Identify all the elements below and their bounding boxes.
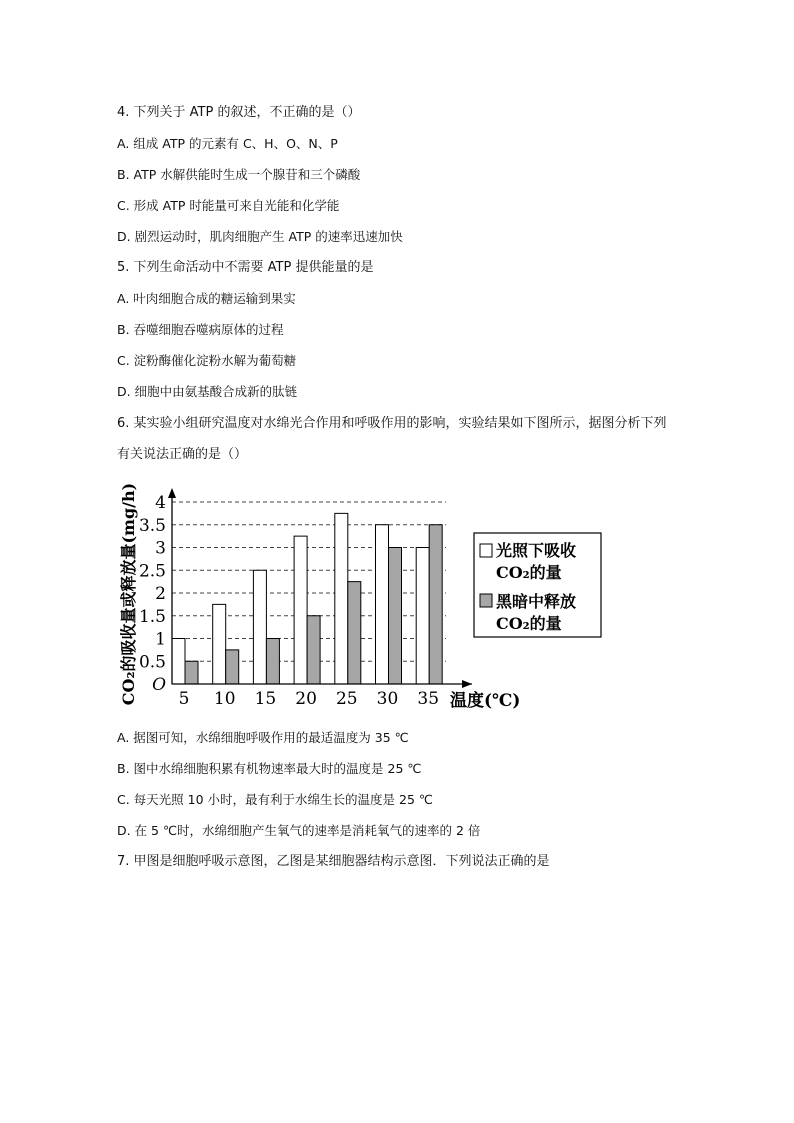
legend-label: 光照下吸收 bbox=[496, 541, 577, 560]
y-axis-label: CO₂的吸收量或释放量(mg/h) bbox=[119, 482, 138, 706]
bar-dark bbox=[185, 661, 198, 684]
q4-stem: 4. 下列关于 ATP 的叙述，不正确的是（） bbox=[117, 105, 361, 120]
q6-option-d: D. 在 5 ℃时，水绵细胞产生氧气的速率是消耗氧气的速率的 2 倍 bbox=[117, 823, 481, 838]
q4-option-b: B. ATP 水解供能时生成一个腺苷和三个磷酸 bbox=[117, 167, 361, 182]
bar-light bbox=[376, 525, 389, 684]
bar-dark bbox=[389, 548, 402, 685]
bar-light bbox=[253, 570, 266, 684]
x-tick-label: 25 bbox=[335, 689, 358, 709]
q4-option-c: C. 形成 ATP 时能量可来自光能和化学能 bbox=[117, 198, 340, 213]
bar-light bbox=[335, 513, 348, 684]
q6-stem-line1: 6. 某实验小组研究温度对水绵光合作用和呼吸作用的影响，实验结果如下图所示，据图分析下列 bbox=[117, 416, 667, 431]
bar-light bbox=[294, 536, 307, 684]
legend-swatch-light bbox=[480, 544, 492, 557]
x-tick-label: 35 bbox=[417, 689, 440, 709]
bar-dark bbox=[226, 650, 239, 684]
x-axis-arrow bbox=[462, 680, 472, 688]
co2-bar-chart bbox=[110, 476, 610, 726]
y-tick-label: 2 bbox=[155, 584, 166, 604]
y-tick-label: 1 bbox=[155, 629, 166, 650]
bar-light bbox=[172, 639, 185, 685]
q5-stem: 5. 下列生命活动中不需要 ATP 提供能量的是 bbox=[117, 260, 374, 275]
legend-label: CO₂的量 bbox=[496, 614, 562, 633]
bar-light bbox=[213, 604, 226, 684]
q7-stem: 7. 甲图是细胞呼吸示意图，乙图是某细胞器结构示意图．下列说法正确的是 bbox=[117, 854, 550, 869]
bar-dark bbox=[266, 639, 279, 685]
bar-dark bbox=[348, 582, 361, 684]
y-tick-label: 2.5 bbox=[138, 561, 166, 582]
x-axis-label: 温度(℃) bbox=[450, 691, 521, 711]
y-tick-label: 3 bbox=[155, 538, 166, 559]
bar-dark bbox=[307, 616, 320, 684]
x-tick-label: 10 bbox=[213, 689, 236, 709]
q6-stem-line2: 有关说法正确的是（） bbox=[117, 447, 248, 462]
y-tick-label: 1.5 bbox=[138, 606, 166, 627]
y-tick-label: 4 bbox=[155, 493, 166, 513]
bar-light bbox=[416, 548, 429, 685]
q5-option-a: A. 叶肉细胞合成的糖运输到果实 bbox=[117, 291, 296, 306]
y-tick-label: 0.5 bbox=[138, 652, 166, 673]
x-tick-label: 30 bbox=[376, 689, 399, 709]
legend-label: 黑暗中释放 bbox=[496, 592, 577, 611]
x-tick-label: 5 bbox=[178, 689, 190, 709]
y-axis-arrow bbox=[168, 488, 176, 498]
q6-option-a: A. 据图可知，水绵细胞呼吸作用的最适温度为 35 ℃ bbox=[117, 730, 409, 745]
q6-option-c: C. 每天光照 10 小时，最有利于水绵生长的温度是 25 ℃ bbox=[117, 792, 433, 807]
legend-swatch-dark bbox=[480, 594, 492, 607]
x-tick-label: 15 bbox=[254, 689, 277, 709]
bar-dark bbox=[429, 525, 442, 684]
q5-option-b: B. 吞噬细胞吞噬病原体的过程 bbox=[117, 322, 284, 337]
q4-option-d: D. 剧烈运动时，肌肉细胞产生 ATP 的速率迅速加快 bbox=[117, 229, 403, 244]
legend-label: CO₂的量 bbox=[496, 563, 562, 582]
x-tick-label: 20 bbox=[295, 689, 317, 709]
q5-option-c: C. 淀粉酶催化淀粉水解为葡萄糖 bbox=[117, 353, 297, 368]
q4-option-a: A. 组成 ATP 的元素有 C、H、O、N、P bbox=[117, 136, 338, 151]
y-tick-label: O bbox=[152, 675, 166, 695]
q5-option-d: D. 细胞中由氨基酸合成新的肽链 bbox=[117, 384, 298, 399]
y-tick-label: 3.5 bbox=[138, 515, 166, 536]
q6-option-b: B. 图中水绵细胞积累有机物速率最大时的温度是 25 ℃ bbox=[117, 761, 422, 776]
